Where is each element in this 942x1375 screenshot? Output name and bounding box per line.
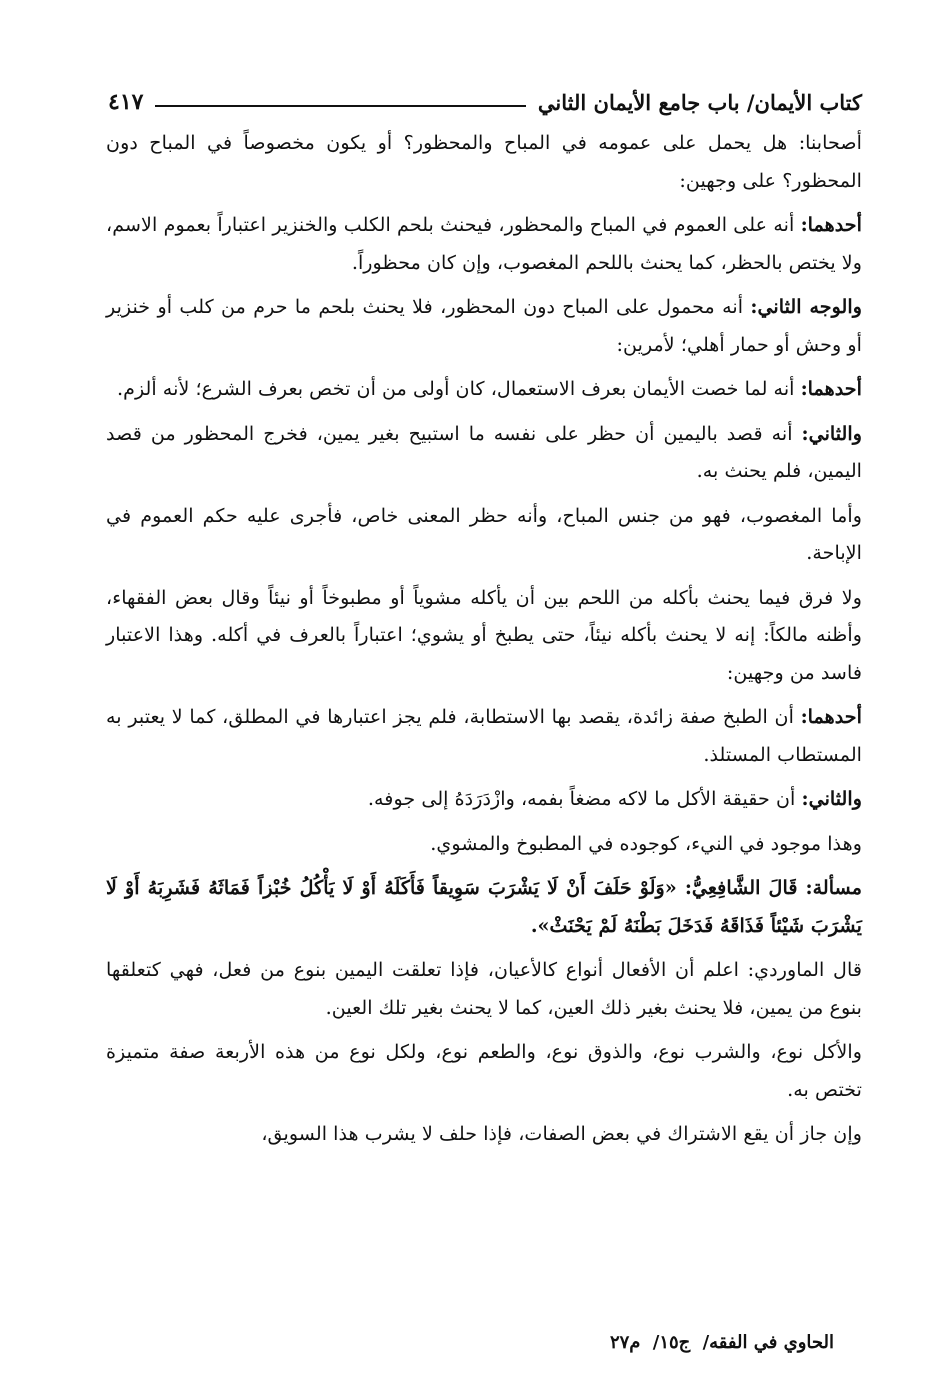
paragraph xyxy=(106,124,862,199)
paragraph-text: أنه لما خصت الأيمان بعرف الاستعمال، كان أولى من أن تخص بعرف الشرع؛ لأنه ألزم. xyxy=(116,377,801,400)
paragraph-text: والأكل نوع، والشرب نوع، والذوق نوع، والطعم نوع، ولكل نوع من هذه الأربعة صفة متميزة تختص به. xyxy=(106,1040,862,1101)
paragraph xyxy=(106,825,862,863)
paragraph-text: وإن جاز أن يقع الاشتراك في بعض الصفات، فإذا حلف لا يشرب هذا السويق، xyxy=(261,1122,862,1145)
footer-book-title: الحاوي في الفقه/ xyxy=(702,1332,834,1353)
paragraph xyxy=(106,206,862,281)
body-text xyxy=(106,124,862,1160)
quoted-text: «وَلَوْ حَلَفَ أَنْ لَا يَشْرَبَ سَوِيقاً فَأَكَلَهُ أَوْ لَا يَأْكُلُ خُبْزاً فَمَاثَهُ فَشَرِبَهُ أَوْ لَا يَشْرَبَ شَيْئاً فَذَاقَهُ فَدَخَلَ بَطْنَهُ لَمْ يَحْنَثْ». xyxy=(106,876,862,937)
paragraph xyxy=(106,1033,862,1108)
paragraph-lead: أحدهما: xyxy=(800,377,862,400)
paragraph-text: أن الطبخ صفة زائدة، يقصد بها الاستطابة، فلم يجز اعتبارها في المطلق، كما لا يعتبر به المستطاب المستلذ. xyxy=(106,705,862,766)
paragraph xyxy=(106,370,862,408)
paragraph-text: أصحابنا: هل يحمل على عمومه في المباح والمحظور؟ أو يكون مخصوصاً في المباح دون المحظور؟ على وجهين: xyxy=(106,131,862,192)
paragraph xyxy=(106,288,862,363)
paragraph xyxy=(106,579,862,692)
paragraph-lead: والثاني: xyxy=(801,421,862,445)
paragraph-lead: والثاني: xyxy=(801,787,862,810)
paragraph-lead: أحدهما: xyxy=(800,213,862,236)
paragraph-lead: والوجه الثاني: xyxy=(750,295,862,318)
paragraph-text: وأما المغصوب، فهو من جنس المباح، وأنه حظر المعنى خاص، فأجرى عليه حكم العموم في الإباحة. xyxy=(106,503,862,564)
paragraph xyxy=(106,698,862,773)
paragraph xyxy=(106,1115,862,1153)
paragraph-lead: أحدهما: xyxy=(800,705,862,728)
page-footer xyxy=(108,1332,834,1353)
footer-part: م٢٧ xyxy=(609,1332,641,1353)
paragraph xyxy=(106,869,862,944)
paragraph-text: قال الماوردي: اعلم أن الأفعال أنواع كالأعيان، فإذا تعلقت اليمين بنوع من فعل، فهي كتعلقها بنوع من يمين، فلا يحنث بغير ذلك العين، كما لا يحنث بغير تلك العين. xyxy=(106,958,862,1019)
paragraph xyxy=(106,780,862,818)
paragraph-text: أنه قصد باليمين أن حظر على نفسه ما استبيح بغير يمين، فخرج المحظور من قصد اليمين، فلم يحنث به. xyxy=(106,421,862,482)
paragraph xyxy=(106,951,862,1026)
paragraph xyxy=(106,497,862,572)
paragraph-text: وهذا موجود في النيء، كوجوده في المطبوخ والمشوي. xyxy=(430,831,862,855)
paragraph-text: أن حقيقة الأكل ما لاكه مضغاً بفمه، وازْدَرَدَهُ إلى جوفه. xyxy=(367,787,802,810)
paragraph-text: أنه على العموم في المباح والمحظور، فيحنث بلحم الكلب والخنزير اعتباراً بعموم الاسم، ولا يختص بالحظر، كما يحنث باللحم المغصوب، وإن كان محظوراً. xyxy=(106,213,862,274)
page-number: ٤١٧ xyxy=(108,89,144,115)
paragraph-text: ولا فرق فيما يحنث بأكله من اللحم بين أن يأكله مشوياً أو مطبوخاً أو نيئاً وقال بعض الفقهاء، وأظنه مالكاً: إنه لا يحنث بأكله نيئاً، حتى يطبخ أو يشوي؛ اعتباراً بالعرف في أكله. وهذا الاعتبار فاسد من وجهين: xyxy=(106,585,862,684)
paragraph xyxy=(106,415,862,490)
paragraph-lead: مسألة: قَالَ الشَّافِعِيُّ: xyxy=(684,876,863,899)
header-title: كتاب الأيمان/ باب جامع الأيمان الثاني xyxy=(537,89,862,115)
paragraph-text: أنه محمول على المباح دون المحظور، فلا يحنث بلحم ما حرم من كلب أو خنزير أو وحش أو حمار أهلي؛ لأمرين: xyxy=(106,295,862,356)
running-header xyxy=(108,82,862,122)
header-rule xyxy=(155,105,525,107)
footer-volume: ج١٥/ xyxy=(652,1332,691,1353)
